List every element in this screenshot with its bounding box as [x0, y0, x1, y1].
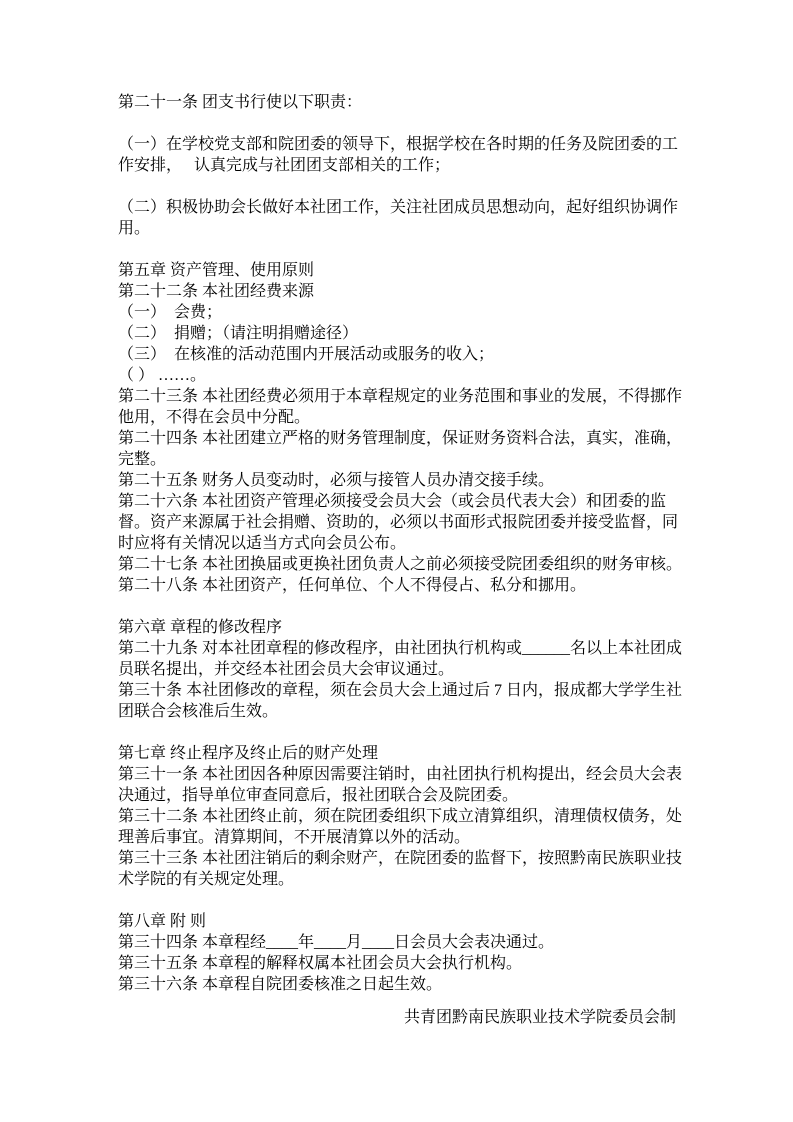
- clause-35: 第三十五条 本章程的解释权属本社团会员大会执行机构。: [118, 955, 523, 972]
- clause-28: 第二十八条 本社团资产，任何单位、个人不得侵占、私分和挪用。: [118, 577, 587, 594]
- clause-29: 第二十九条 对本社团章程的修改程序，由社团执行机构或______名以上本社团成员联名提出，并交经本社团会员大会审议通过。: [118, 640, 683, 678]
- clause-33: 第三十三条 本社团注销后的剩余财产，在院团委的监督下，按照黔南民族职业技术学院的有关规定处理。: [118, 850, 683, 888]
- clause-31: 第三十一条 本社团因各种原因需要注销时，由社团执行机构提出，经会员大会表决通过，指导单位审查同意后，报社团联合会及院团委。: [118, 766, 683, 804]
- clause-22-item-2: （二） 捐赠；（请注明捐赠途径）: [118, 325, 359, 342]
- clause-34: 第三十四条 本章程经____年____月____日会员大会表决通过。: [118, 934, 555, 951]
- clause-25: 第二十五条 财务人员变动时，必须与接管人员办清交接手续。: [118, 472, 555, 489]
- chapter-7-heading: 第七章 终止程序及终止后的财产处理: [118, 745, 379, 762]
- clause-24: 第二十四条 本社团建立严格的财务管理制度，保证财务资料合法，真实，准确，完整。: [118, 430, 683, 468]
- clause-22-item-1: （一） 会费；: [118, 304, 223, 321]
- clause-21-item-1: （一）在学校党支部和院团委的领导下，根据学校在各时期的任务及院团委的工作安排， 认真完成与社团团支部相关的工作；: [118, 136, 679, 174]
- clause-21-item-2: （二）积极协助会长做好本社团工作，关注社团成员思想动向，起好组织协调作用。: [118, 199, 679, 237]
- clause-23: 第二十三条 本社团经费必须用于本章程规定的业务范围和事业的发展，不得挪作他用，不得在会员中分配。: [118, 388, 683, 426]
- clause-32: 第三十二条 本社团终止前，须在院团委组织下成立清算组织，清理债权债务，处理善后事宜。清算期间，不开展清算以外的活动。: [118, 808, 683, 846]
- clause-22-item-3: （三） 在核准的活动范围内开展活动或服务的收入；: [118, 346, 495, 363]
- issuer-signature: 共青团黔南民族职业技术学院委员会制: [403, 1009, 676, 1026]
- chapter-5-heading: 第五章 资产管理、使用原则: [118, 262, 315, 279]
- document-body: [118, 92, 686, 1028]
- clause-21-heading: 第二十一条 团支书行使以下职责：: [118, 94, 363, 111]
- clause-27: 第二十七条 本社团换届或更换社团负责人之前必须接受院团委组织的财务审核。: [118, 556, 683, 573]
- clause-36: 第三十六条 本章程自院团委核准之日起生效。: [118, 976, 443, 993]
- clause-22: 第二十二条 本社团经费来源: [118, 283, 315, 300]
- chapter-8-heading: 第八章 附 则: [118, 913, 207, 930]
- clause-22-item-blank: （ ） ……。: [118, 367, 207, 384]
- chapter-6-heading: 第六章 章程的修改程序: [118, 619, 283, 636]
- clause-30: 第三十条 本社团修改的章程，须在会员大会上通过后 7 日内，报成都大学学生社团联合会核准后生效。: [118, 682, 683, 720]
- clause-26: 第二十六条 本社团资产管理必须接受会员大会（或会员代表大会）和团委的监督。资产来源属于社会捐赠、资助的，必须以书面形式报院团委并接受监督，同时应将有关情况以适当方式向会员公布。: [118, 493, 679, 552]
